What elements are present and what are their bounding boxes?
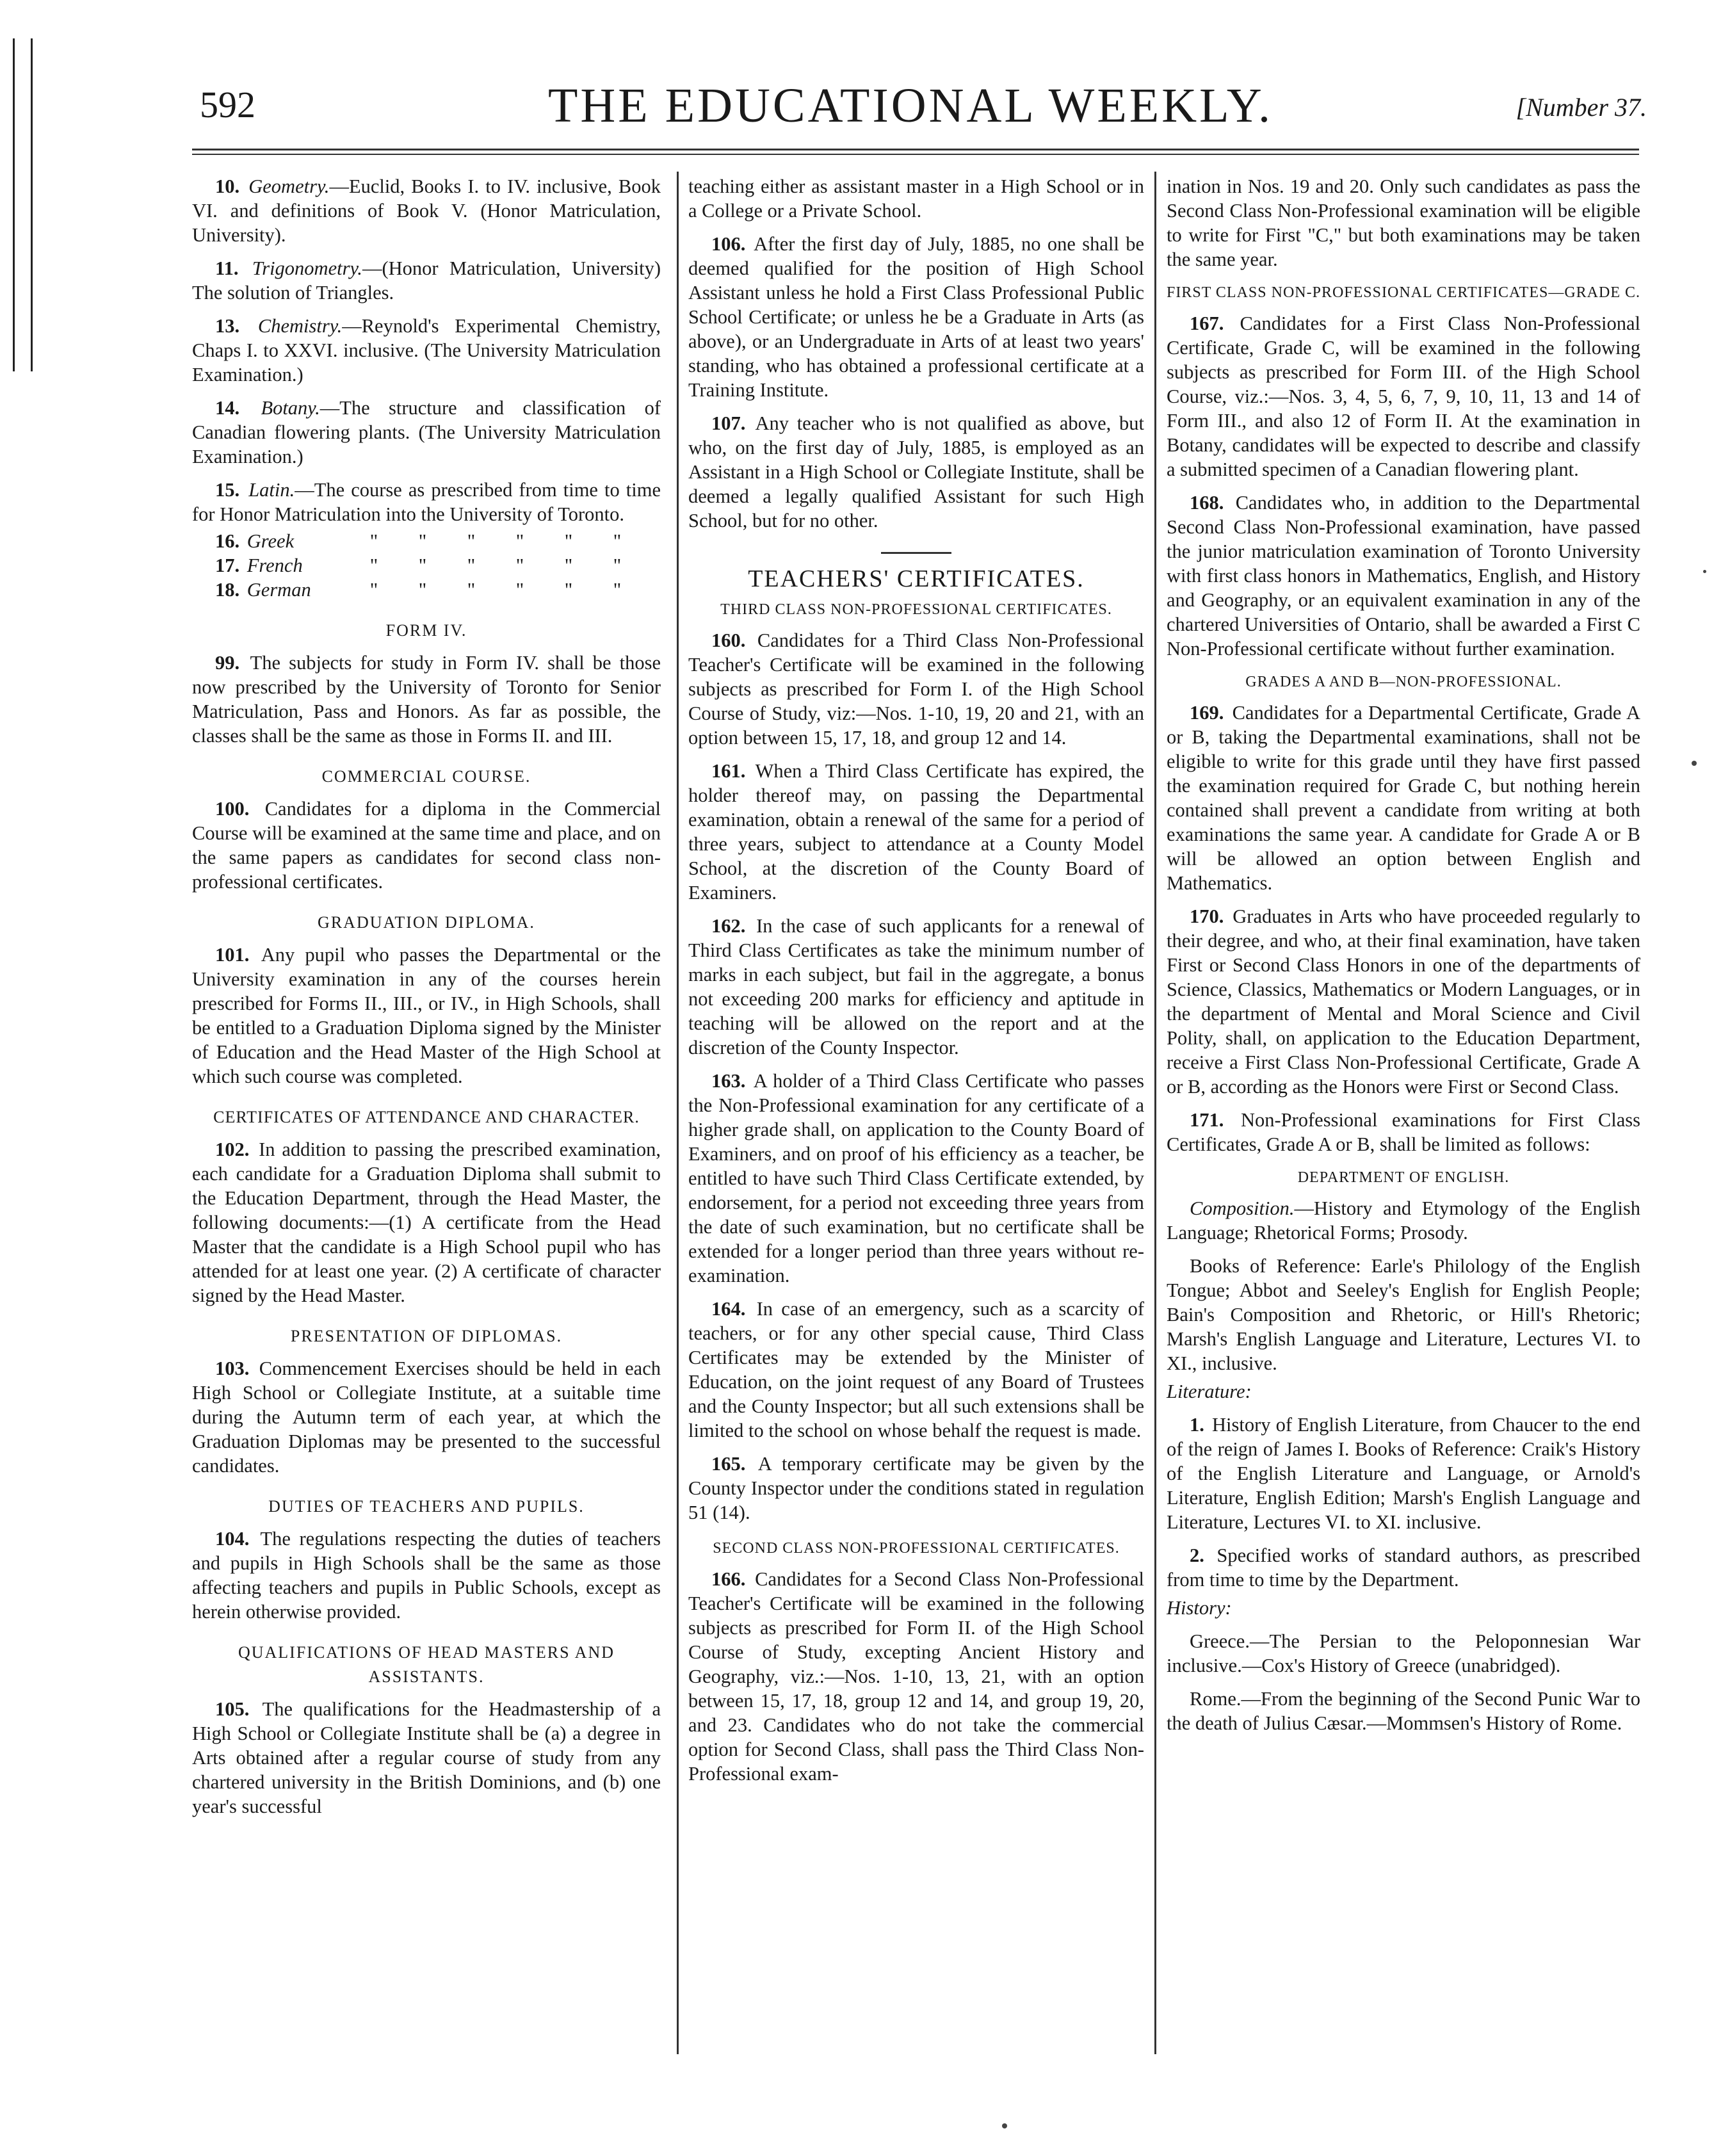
section-heading: DUTIES OF TEACHERS AND PUPILS. bbox=[268, 1497, 585, 1516]
ditto-row: 17. French " " " " " " bbox=[215, 555, 622, 576]
paragraph: 13. Chemistry.—Reynold's Experimental Chemistry, Chaps I. to XXVI. inclusive. (The University Matriculation Examination.) bbox=[192, 315, 661, 385]
paragraph: 160. Candidates for a Third Class Non-Professional Teacher's Certificate will be examined in the following subjects as prescribed for Form I. of the High School Course of Study, viz:—Nos. 1-10, 19, 20 and 21, with an option between 15, 17, 18, and group 12 and 14. bbox=[688, 629, 1145, 749]
ditto-row: 16. Greek " " " " " " bbox=[215, 530, 622, 552]
paragraph: 2. Specified works of standard authors, as prescribed from time to time by the Department. bbox=[1167, 1544, 1640, 1591]
paragraph: 11. Trigonometry.—(Honor Matriculation, University) The solution of Triangles. bbox=[192, 257, 661, 304]
paragraph: 166. Candidates for a Second Class Non-Professional Teacher's Certificate will be examined in the following subjects as prescribed for Form II. of the High School Course of Study, excepting Ancient History and Geography, viz.:—Nos. 1-10, 13, 21, with an option between 15, 17, 18, group 12 and 14, and group 19, 20, and 23. Candidates who do not take the commercial option for Second Class, shall pass the Third Class Non-Professional exam- bbox=[688, 1568, 1144, 1785]
column-divider bbox=[677, 172, 679, 2054]
paragraph: 103. Commencement Exercises should be held in each High School or Collegiate Institute, at a suitable time during the Autumn term of each year, at which the Graduation Diplomas may be presented to the successful candidates. bbox=[192, 1358, 661, 1477]
margin-rule bbox=[13, 38, 15, 371]
paragraph: 167. Candidates for a First Class Non-Professional Certificate, Grade C, will be examined in the following subjects as prescribed for Form III. of the High School Course, viz.:—Nos. 3, 4, 5, 6, 7, 9, 10, 11, 13 and 14 of Form III., and also 12 of Form II. At the examination in Botany, candidates will be expected to describe and classify a submitted specimen of a Canadian flowering plant. bbox=[1167, 312, 1641, 480]
paragraph: 107. Any teacher who is not qualified as above, but who, on the first day of July, 1885, is employed as an Assistant in a High School or Collegiate Institute, shall be deemed a legally qualified Assistant for such High School, but for no other. bbox=[688, 412, 1144, 531]
paragraph: Rome.—From the beginning of the Second Punic War to the death of Julius Cæsar.—Mommsen's History of Rome. bbox=[1167, 1688, 1640, 1734]
section-heading: TEACHERS' CERTIFICATES. bbox=[748, 565, 1085, 592]
paragraph: 161. When a Third Class Certificate has expired, the holder thereof may, on passing the Departmental examination, obtain a renewal of the same for a period of three years, subject to attendance at a County Model School, at the discretion of the County Board of Examiners. bbox=[688, 760, 1145, 904]
page-number: 592 bbox=[200, 84, 255, 126]
column-2 bbox=[688, 174, 1144, 1795]
paragraph: 105. The qualifications for the Headmastership of a High School or Collegiate Institute shall be (a) a degree in Arts obtained after a regular course of study from any chartered university in the British Dominions, and (b) one year's successful bbox=[192, 1698, 661, 1817]
paragraph: 169. Candidates for a Departmental Certificate, Grade A or B, taking the Departmental examinations, shall not be eligible to write for this grade until they have first passed the examination required for Grade C, but nothing herein contained shall prevent a candidate from writing at both examinations the same year. A candidate for Grade A or B will be allowed an option between English and Mathematics. bbox=[1167, 702, 1640, 894]
subsection-heading: GRADES A AND B—NON-PROFESSIONAL. bbox=[1245, 674, 1562, 690]
subsection-heading: DEPARTMENT OF ENGLISH. bbox=[1297, 1169, 1510, 1186]
page-header bbox=[174, 79, 1647, 154]
subsection-heading: FIRST CLASS NON-PROFESSIONAL CERTIFICATES—GRADE C. bbox=[1167, 284, 1640, 301]
paragraph: Greece.—The Persian to the Peloponnesian War inclusive.—Cox's History of Greece (unabridged). bbox=[1167, 1630, 1640, 1676]
subsection-heading: SECOND CLASS NON-PROFESSIONAL CERTIFICATES. bbox=[713, 1540, 1120, 1557]
section-heading: GRADUATION DIPLOMA. bbox=[318, 913, 535, 932]
paragraph: 162. In the case of such applicants for a renewal of Third Class Certificates as take the minimum number of marks in each subject, but fail in the aggregate, a bonus not exceeding 200 marks for efficiency and aptitude in teaching will be allowed on the report and at the discretion of the County Inspector. bbox=[688, 915, 1144, 1058]
paragraph: 104. The regulations respecting the duties of teachers and pupils in High Schools shall be the same as those affecting teachers and pupils in Public Schools, except as herein otherwise provided. bbox=[192, 1528, 661, 1623]
header-rule bbox=[192, 149, 1639, 150]
scan-speck bbox=[1703, 570, 1706, 573]
column-1 bbox=[192, 174, 661, 1828]
paragraph: 15. Latin.—The course as prescribed from time to time for Honor Matriculation into the University of Toronto. bbox=[192, 479, 661, 525]
paragraph: 10. Geometry.—Euclid, Books I. to IV. inclusive, Book VI. and definitions of Book V. (Honor Matriculation, University). bbox=[192, 175, 661, 246]
paragraph: teaching either as assistant master in a High School or in a College or a Private School. bbox=[688, 175, 1144, 222]
header-rule bbox=[192, 154, 1639, 155]
paragraph: 101. Any pupil who passes the Departmental or the University examination in any of the courses herein prescribed for Forms II., III., or IV., in High Schools, shall be entitled to a Graduation Diploma signed by the Minister of Education and the Head Master of the High School at which such course was completed. bbox=[192, 944, 661, 1087]
paragraph: Books of Reference: Earle's Philology of the English Tongue; Abbot and Seeley's English for English People; Bain's Composition and Rhetoric, or Hill's Rhetoric; Marsh's English Language and Literature, Lectures VI. to XI., inclusive. bbox=[1167, 1255, 1640, 1374]
paragraph: 171. Non-Professional examinations for First Class Certificates, Grade A or B, shall be limited as follows: bbox=[1167, 1109, 1640, 1155]
paragraph: 102. In addition to passing the prescribed examination, each candidate for a Graduation Diploma shall submit to the Education Department, through the Head Master, the following documents:—(1) A certificate from the Head Master that the candidate is a High School pupil who has attended for at least one year. (2) A certificate of character signed by the Head Master. bbox=[192, 1139, 661, 1306]
column-divider bbox=[1154, 172, 1156, 2054]
section-heading: PRESENTATION OF DIPLOMAS. bbox=[290, 1327, 563, 1345]
issue-number: [Number 37. bbox=[1516, 93, 1647, 122]
paragraph: 106. After the first day of July, 1885, no one shall be deemed qualified for the position of High School Assistant unless he hold a First Class Professional Public School Certificate; or unless he be a Graduate in Arts (as above), or an Undergraduate in Arts of at least two years' standing, who has obtained a professional certificate at a Training Institute. bbox=[688, 233, 1144, 401]
divider-rule bbox=[881, 552, 951, 554]
section-heading: QUALIFICATIONS OF HEAD MASTERS AND ASSISTANTS. bbox=[238, 1643, 615, 1686]
scan-speck bbox=[1692, 761, 1697, 766]
section-heading: CERTIFICATES OF ATTENDANCE AND CHARACTER. bbox=[213, 1108, 640, 1126]
ditto-row: 18. German " " " " " " bbox=[215, 579, 622, 601]
paragraph: 14. Botany.—The structure and classification of Canadian flowering plants. (The University Matriculation Examination.) bbox=[192, 397, 661, 467]
paragraph: 170. Graduates in Arts who have proceeded regularly to their degree, and who, at their final examination, have taken First or Second Class Honors in one of the departments of Science, Classics, Mathematics or Modern Languages, or in the department of Mental and Moral Science and Civil Polity, shall, on application to the Education Department, receive a First Class Non-Professional Certificate, Grade A or B, according as the Honors were First or Second Class. bbox=[1167, 905, 1640, 1098]
paragraph: Composition.—History and Etymology of the English Language; Rhetorical Forms; Prosody. bbox=[1167, 1197, 1640, 1244]
scan-speck bbox=[1002, 2123, 1007, 2128]
margin-rule bbox=[31, 38, 33, 371]
paragraph: 99. The subjects for study in Form IV. shall be those now prescribed by the University of Toronto for Senior Matriculation, Pass and Honors. As far as possible, the classes shall be the same as those in Forms II. and III. bbox=[192, 652, 661, 747]
paragraph: 165. A temporary certificate may be given by the County Inspector under the conditions stated in regulation 51 (14). bbox=[688, 1453, 1144, 1523]
section-heading: FORM IV. bbox=[385, 621, 467, 640]
subheading: History: bbox=[1167, 1597, 1232, 1619]
column-3 bbox=[1167, 174, 1640, 1744]
paragraph: 168. Candidates who, in addition to the Departmental Second Class Non-Professional examination, have passed the junior matriculation examination of Toronto University with first class honors in Mathematics, English, and History and Geography, or an equivalent examination in any of the chartered Universities of Ontario, shall be awarded a First C Non-Professional certificate without further examination. bbox=[1167, 492, 1640, 660]
paragraph: 163. A holder of a Third Class Certificate who passes the Non-Professional examination for any certificate of a higher grade shall, on application to the County Board of Examiners, and on proof of his efficiency as a teacher, be entitled to have such Third Class Certificate extended, by endorsement, for a period not exceeding three years from the date of such examination, but no certificate shall be extended for a longer period than three years without re-examination. bbox=[688, 1070, 1144, 1286]
section-heading: COMMERCIAL COURSE. bbox=[321, 767, 531, 786]
journal-title: THE EDUCATIONAL WEEKLY. bbox=[547, 79, 1273, 133]
paragraph: 1. History of English Literature, from Chaucer to the end of the reign of James I. Books of Reference: Craik's History of the English Literature and Language, or Arnold's Literature, English Edition; Marsh's English Language and Literature, Lectures VI. to XI. inclusive. bbox=[1167, 1414, 1640, 1533]
paragraph: 100. Candidates for a diploma in the Commercial Course will be examined at the same time and place, and on the same papers as candidates for second class non-professional certificates. bbox=[192, 798, 661, 893]
subheading: Literature: bbox=[1167, 1381, 1252, 1402]
subsection-heading: THIRD CLASS NON-PROFESSIONAL CERTIFICATES. bbox=[720, 601, 1112, 618]
paragraph: ination in Nos. 19 and 20. Only such candidates as pass the Second Class Non-Professional examination will be eligible to write for First "C," but both examinations may be taken the same year. bbox=[1167, 175, 1640, 270]
paragraph: 164. In case of an emergency, such as a scarcity of teachers, or for any other special cause, Third Class Certificates may be extended by the Minister of Education, on the joint request of any Board of Trustees and the County Inspector; but all such extensions shall be limited to the school on whose behalf the request is made. bbox=[688, 1298, 1144, 1441]
